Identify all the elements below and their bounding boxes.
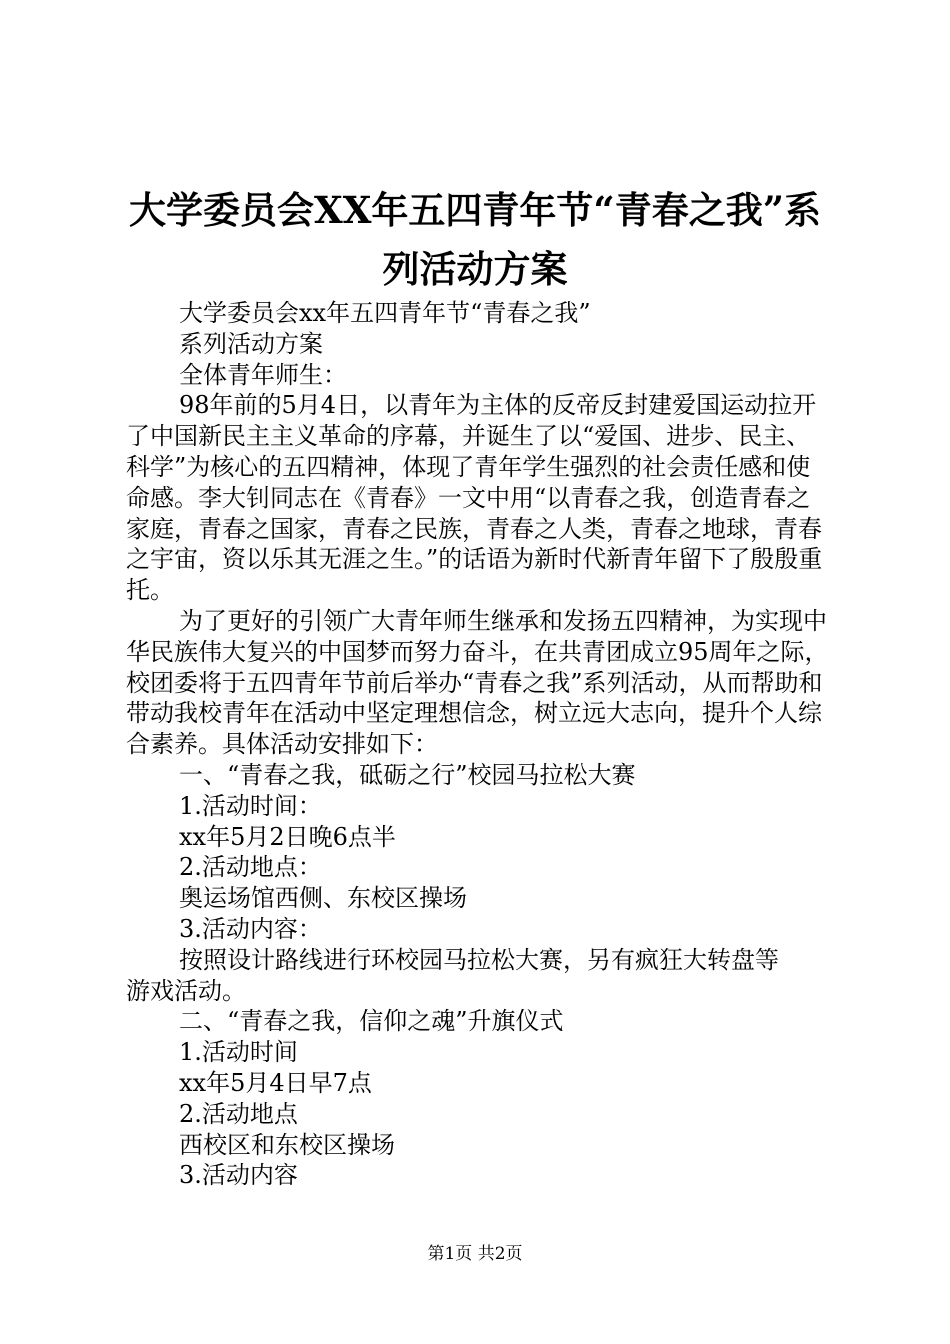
page-number-footer: 第1页 共2页 — [427, 1244, 523, 1264]
document-title-line-2: 列活动方案 — [382, 247, 568, 291]
section-2-time-label: 1.活动时间 — [179, 1038, 298, 1067]
document-title-line-1: 大学委员会XX年五四青年节“青春之我”系 — [129, 188, 821, 232]
paragraph-purpose: 为了更好的引领广大青年师生继承和发扬五四精神，为实现中华民族伟大复兴的中国梦而努力奋斗，在共青团成立95周年之际，校团委将于五四青年节前后举办“青春之我”系列活动，从而帮助和带动我校青年在活动中坚定理想信念，树立远大志向，提升个人综合素养。具体活动安排如下： — [126, 606, 829, 759]
section-1-heading: 一、“青春之我，砥砺之行”校园马拉松大赛 — [179, 760, 636, 789]
section-2-place-value: 西校区和东校区操场 — [179, 1130, 395, 1159]
section-1-time-label: 1.活动时间： — [179, 791, 322, 820]
subtitle-line-2: 系列活动方案 — [179, 329, 323, 358]
paragraph-intro: 98年前的5月4日，以青年为主体的反帝反封建爱国运动拉开了中国新民主主义革命的序幕，并诞生了以“爱国、进步、民主、科学”为核心的五四精神，体现了青年学生强烈的社会责任感和使命感。李大钊同志在《青春》一文中用“以青春之我，创造青春之家庭，青春之国家，青春之民族，青春之人类，青春之地球，青春之宇宙，资以乐其无涯之生。”的话语为新时代新青年留下了殷殷重托。 — [126, 391, 823, 605]
section-1-place-label: 2.活动地点： — [179, 853, 322, 882]
document-body — [126, 298, 832, 1191]
section-1-content-label: 3.活动内容： — [179, 914, 322, 943]
section-2-place-label: 2.活动地点 — [179, 1099, 298, 1128]
section-1-content-value: 按照设计路线进行环校园马拉松大赛，另有疯狂大转盘等游戏活动。 — [126, 945, 779, 1005]
section-2-time-value: xx年5月4日早7点 — [179, 1068, 372, 1097]
section-2-heading: 二、“青春之我，信仰之魂”升旗仪式 — [179, 1007, 564, 1036]
section-2-content-label: 3.活动内容 — [179, 1161, 298, 1190]
section-1-time-value: xx年5月2日晚6点半 — [179, 822, 396, 851]
subtitle-line-1: 大学委员会xx年五四青年节“青春之我” — [179, 299, 591, 327]
salutation: 全体青年师生： — [179, 360, 347, 389]
section-1-place-value: 奥运场馆西侧、东校区操场 — [179, 884, 467, 913]
